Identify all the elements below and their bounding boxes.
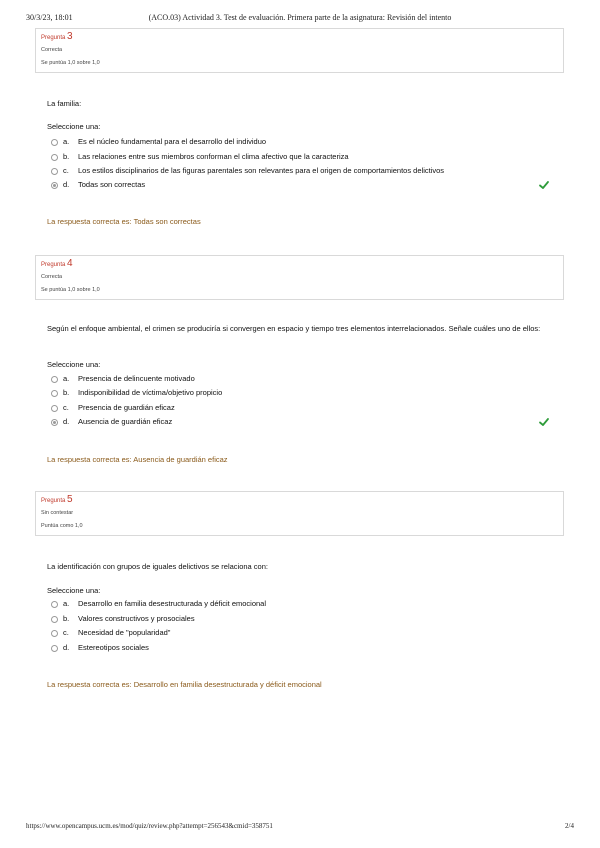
radio-button[interactable] [51, 630, 58, 637]
question-state: Sin contestar [41, 510, 74, 516]
answer-letter: d. [63, 643, 70, 652]
question-info-4 [35, 255, 564, 300]
answer-letter: c. [63, 166, 69, 175]
page-number: 2/4 [565, 822, 574, 830]
radio-button[interactable] [51, 645, 58, 652]
answer-prompt: Seleccione una: [47, 122, 101, 131]
radio-button[interactable] [51, 168, 58, 175]
question-text: Según el enfoque ambiental, el crimen se produciría si convergen en espacio y tiempo tres elementos interrelacionados. Señale cuáles uno de ellos: [47, 324, 541, 333]
answer-option[interactable] [51, 598, 551, 612]
answer-option[interactable] [51, 136, 551, 150]
answer-option[interactable] [51, 151, 551, 165]
radio-button[interactable] [51, 405, 58, 412]
radio-button[interactable] [51, 601, 58, 608]
question-grade: Puntúa como 1,0 [41, 523, 83, 529]
question-number: Pregunta 3 [41, 31, 73, 42]
answer-letter: c. [63, 628, 69, 637]
answer-letter: d. [63, 180, 70, 189]
question-state: Correcta [41, 274, 63, 280]
print-header [26, 13, 574, 25]
answer-letter: d. [63, 417, 70, 426]
answer-option[interactable] [51, 402, 551, 416]
question-number: Pregunta 4 [41, 258, 73, 269]
correct-answer-feedback: La respuesta correcta es: Ausencia de guardián eficaz [47, 455, 228, 464]
correct-answer-feedback: La respuesta correcta es: Desarrollo en familia desestructurada y déficit emocional [47, 680, 322, 689]
answer-letter: a. [63, 599, 70, 608]
radio-button-checked[interactable] [51, 182, 58, 189]
radio-button[interactable] [51, 376, 58, 383]
radio-button[interactable] [51, 616, 58, 623]
answer-letter: b. [63, 614, 70, 623]
answer-option-selected[interactable] [51, 179, 551, 193]
radio-button[interactable] [51, 390, 58, 397]
answer-option[interactable] [51, 642, 551, 656]
answer-prompt: Seleccione una: [47, 586, 101, 595]
question-text: La identificación con grupos de iguales delictivos se relaciona con: [47, 562, 268, 571]
answer-prompt: Seleccione una: [47, 360, 101, 369]
answer-option[interactable] [51, 627, 551, 641]
answer-option[interactable] [51, 613, 551, 627]
answer-text: Estereotipos sociales [78, 643, 149, 652]
radio-button-checked[interactable] [51, 419, 58, 426]
answer-text: Presencia de guardián eficaz [78, 403, 175, 412]
check-icon [538, 416, 550, 428]
answer-text: Los estilos disciplinarios de las figuras parentales son relevantes para el origen de comportamientos delictivos [78, 166, 445, 175]
question-grade: Se puntúa 1,0 sobre 1,0 [41, 60, 100, 66]
question-info-5 [35, 491, 564, 536]
radio-button[interactable] [51, 139, 58, 146]
question-state: Correcta [41, 47, 63, 53]
answer-text: Las relaciones entre sus miembros conforman el clima afectivo que la caracteriza [78, 152, 349, 161]
page-url: https://www.opencampus.ucm.es/mod/quiz/review.php?attempt=256543&cmid=358751 [26, 822, 273, 830]
radio-button[interactable] [51, 154, 58, 161]
answer-text: Ausencia de guardián eficaz [78, 417, 173, 426]
answer-option[interactable] [51, 165, 551, 179]
question-text: La familia: [47, 99, 82, 108]
question-number: Pregunta 5 [41, 494, 73, 505]
answer-letter: a. [63, 137, 70, 146]
answer-text: Es el núcleo fundamental para el desarrollo del individuo [78, 137, 267, 146]
answer-option[interactable] [51, 373, 551, 387]
answer-text: Presencia de delincuente motivado [78, 374, 195, 383]
check-icon [538, 179, 550, 191]
question-info-3 [35, 28, 564, 73]
answer-option[interactable] [51, 387, 551, 401]
answer-text: Todas son correctas [78, 180, 146, 189]
answer-letter: c. [63, 403, 69, 412]
answer-letter: b. [63, 152, 70, 161]
question-grade: Se puntúa 1,0 sobre 1,0 [41, 287, 100, 293]
answer-text: Desarrollo en familia desestructurada y déficit emocional [78, 599, 267, 608]
answer-text: Valores constructivos y prosociales [78, 614, 195, 623]
answer-option-selected[interactable] [51, 416, 551, 430]
correct-answer-feedback: La respuesta correcta es: Todas son correctas [47, 217, 201, 226]
answer-text: Indisponibilidad de víctima/objetivo propicio [78, 388, 223, 397]
print-date: 30/3/23, 18:01 [26, 13, 73, 22]
print-footer [26, 822, 574, 834]
print-title: (ACO.03) Actividad 3. Test de evaluación. Primera parte de la asignatura: Revisión del intento [148, 13, 452, 22]
answer-text: Necesidad de "popularidad" [78, 628, 171, 637]
answer-letter: a. [63, 374, 70, 383]
answer-letter: b. [63, 388, 70, 397]
